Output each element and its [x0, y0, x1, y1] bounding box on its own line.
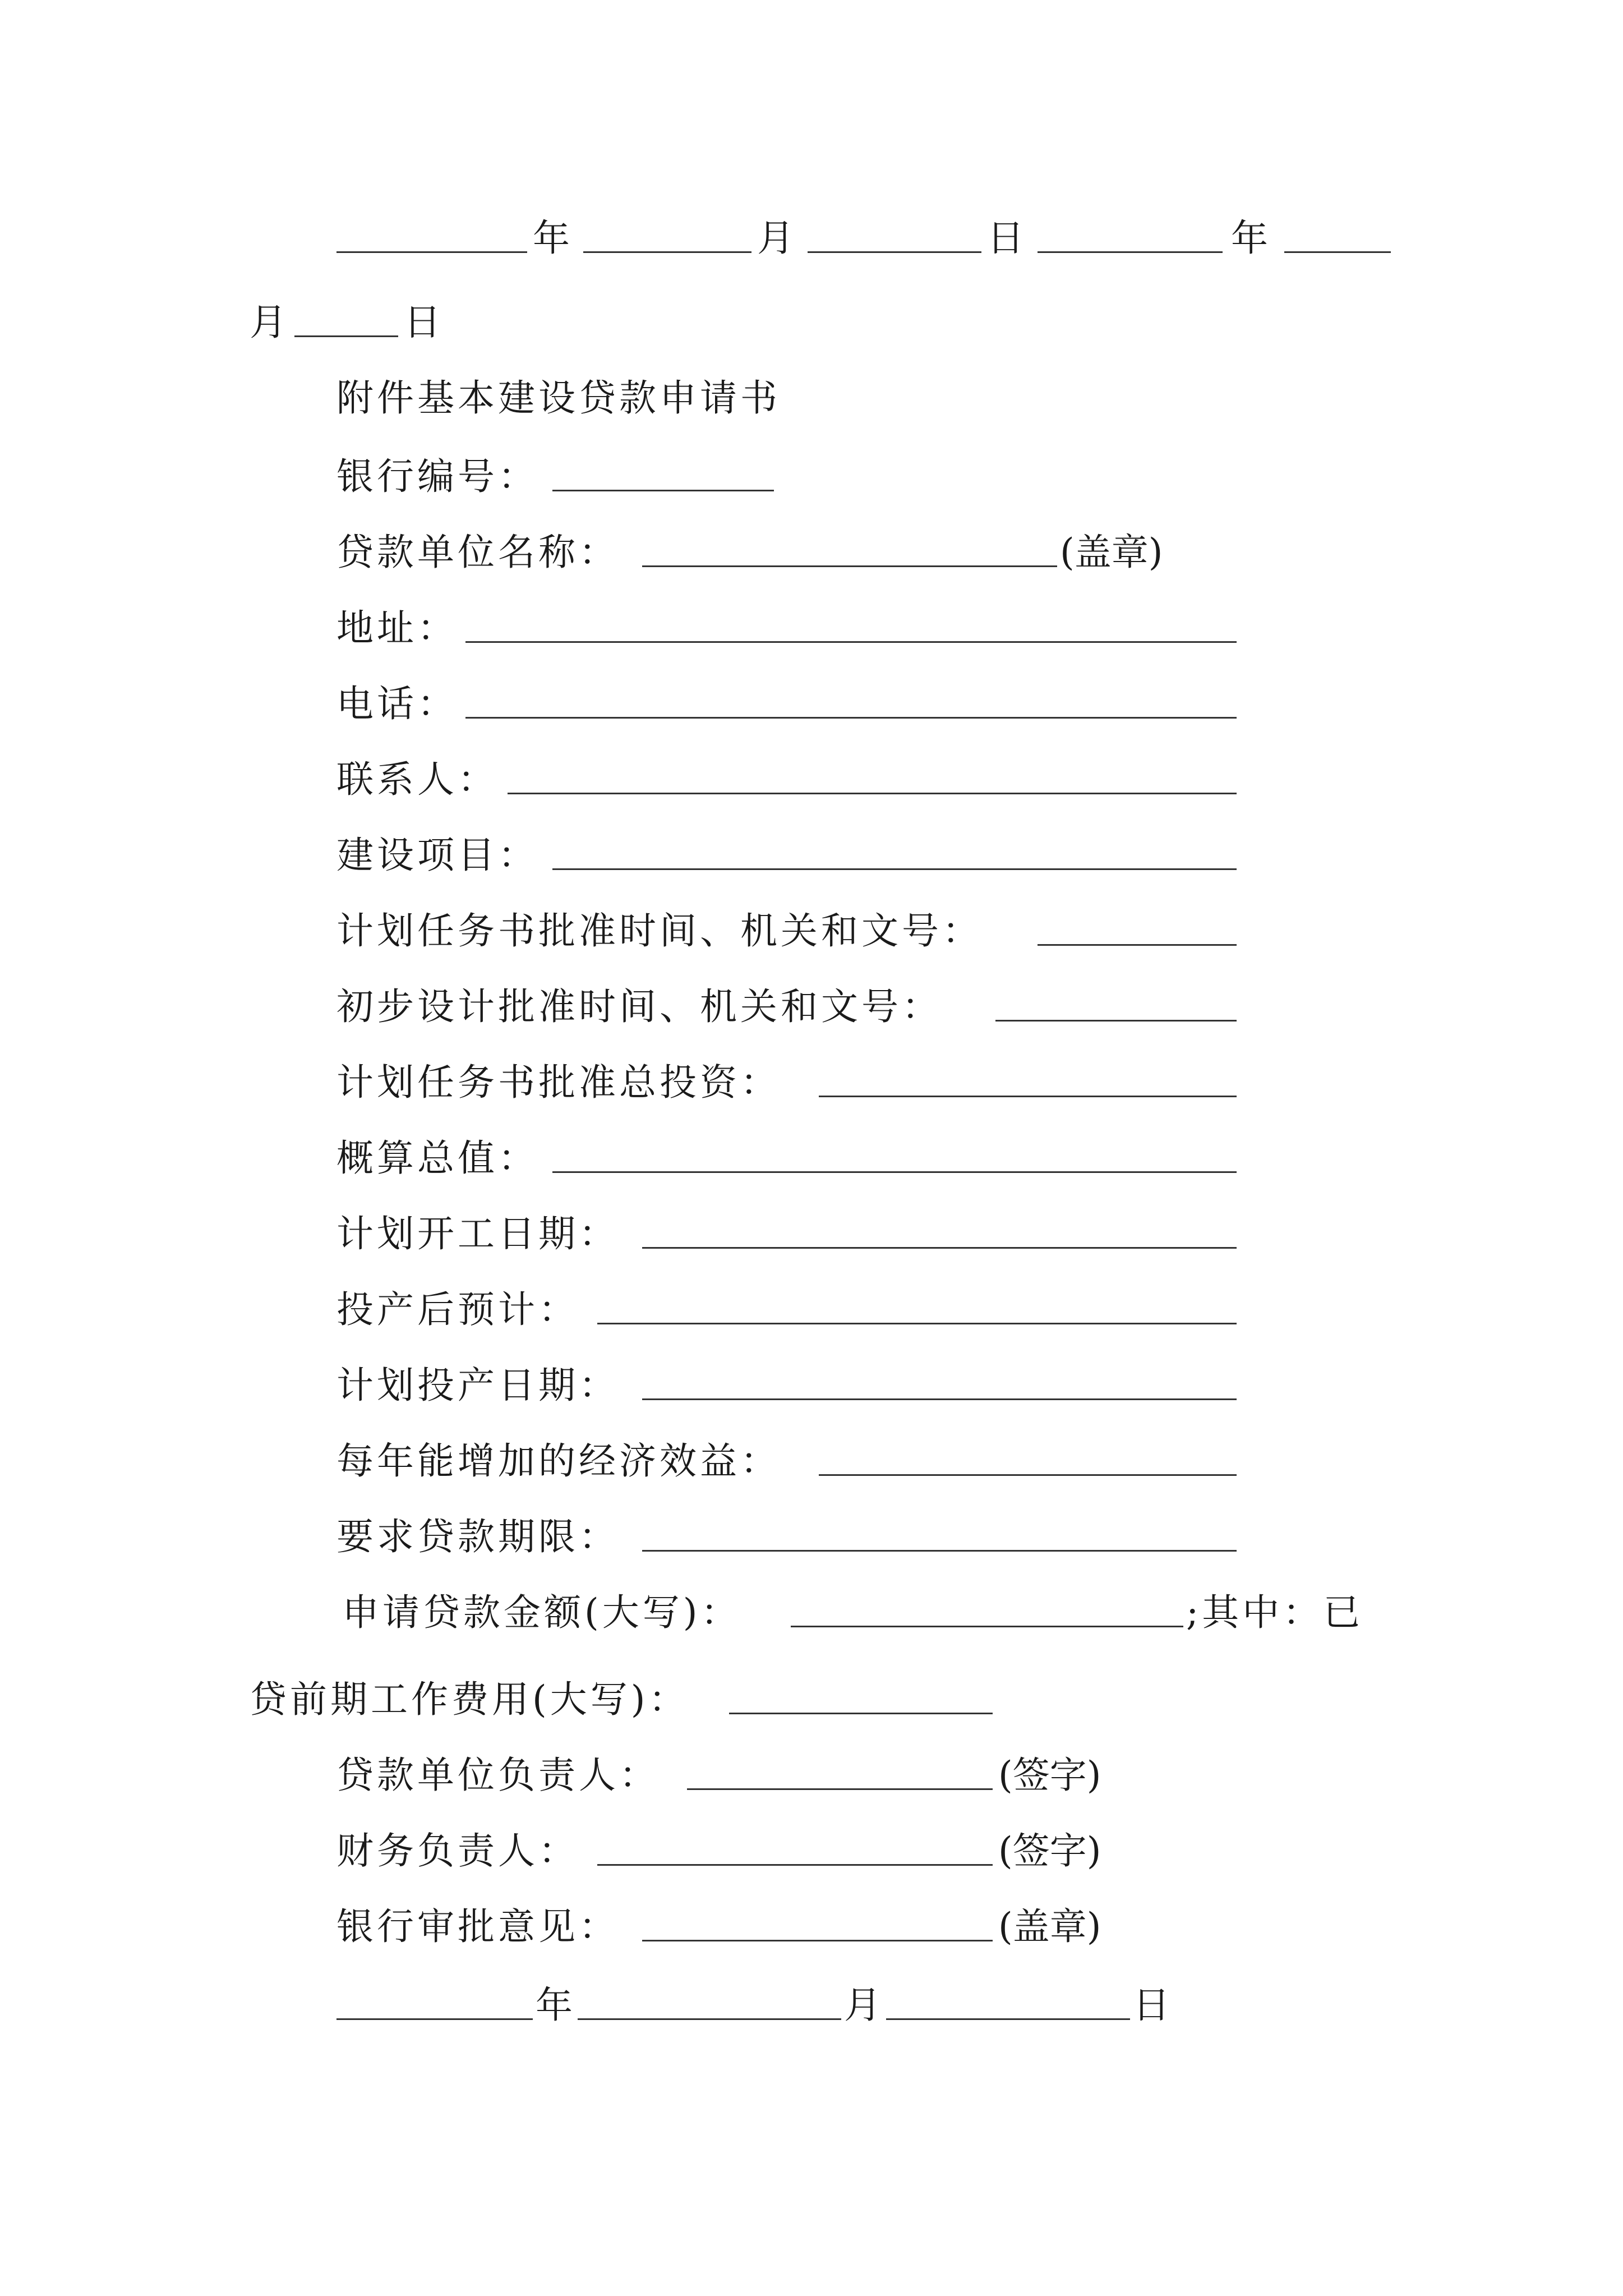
- bottom-month-label: 月: [844, 1984, 881, 2027]
- bottom-year-blank[interactable]: [336, 2018, 533, 2020]
- sign-note-2: (签字): [998, 1829, 1101, 1872]
- address-blank[interactable]: [465, 641, 1237, 643]
- contact-blank[interactable]: [508, 793, 1237, 794]
- plan-approval-row: [0, 900, 1623, 962]
- budget-total-label: 概算总值：: [336, 1137, 538, 1180]
- budget-total-row: [0, 1128, 1623, 1189]
- project-blank[interactable]: [552, 868, 1237, 870]
- loan-amount-tail: ;其中：已: [1186, 1591, 1364, 1634]
- phone-blank[interactable]: [465, 717, 1237, 719]
- year2-label: 年: [1231, 217, 1268, 260]
- year-blank[interactable]: [336, 251, 527, 253]
- seal-note-2: (盖章): [998, 1905, 1101, 1948]
- bank-no-label: 银行编号：: [336, 455, 538, 498]
- day-label: 日: [987, 217, 1024, 260]
- plan-approval-label: 计划任务书批准时间、机关和文号：: [336, 909, 983, 953]
- post-production-blank[interactable]: [597, 1323, 1237, 1324]
- production-date-label: 计划投产日期：: [336, 1364, 619, 1407]
- bottom-day-blank[interactable]: [886, 2018, 1130, 2020]
- annual-benefit-row: [0, 1430, 1623, 1492]
- month-label: 月: [757, 217, 794, 260]
- loan-term-blank[interactable]: [642, 1550, 1237, 1552]
- contact-row: [0, 749, 1623, 811]
- borrower-name-label: 贷款单位名称：: [336, 531, 619, 574]
- form-title-line: [0, 367, 1623, 429]
- day2-blank[interactable]: [294, 335, 398, 337]
- design-approval-label: 初步设计批准时间、机关和文号：: [336, 985, 942, 1028]
- borrower-head-label: 贷款单位负责人：: [336, 1754, 660, 1797]
- project-label: 建设项目：: [336, 834, 538, 877]
- day2-label: 日: [404, 301, 441, 344]
- borrower-name-blank[interactable]: [642, 565, 1057, 567]
- start-date-blank[interactable]: [642, 1247, 1237, 1249]
- bank-opinion-row: [0, 1896, 1623, 1958]
- preloan-costs-label: 贷前期工作费用(大写)：: [250, 1678, 689, 1721]
- date-line-bottom: [0, 1975, 1623, 2036]
- finance-head-blank[interactable]: [597, 1864, 993, 1866]
- month2-blank-part1[interactable]: [1284, 251, 1391, 253]
- project-row: [0, 825, 1623, 886]
- borrower-head-row: [0, 1745, 1623, 1806]
- bottom-month-blank[interactable]: [578, 2018, 841, 2020]
- borrower-head-blank[interactable]: [687, 1788, 993, 1790]
- design-approval-blank[interactable]: [995, 1020, 1237, 1022]
- design-approval-row: [0, 976, 1623, 1038]
- address-label: 地址：: [336, 606, 458, 650]
- loan-amount-row: [0, 1582, 1623, 1644]
- finance-head-row: [0, 1820, 1623, 1882]
- sign-note-1: (签字): [998, 1754, 1101, 1797]
- post-production-label: 投产后预计：: [336, 1288, 579, 1331]
- plan-investment-blank[interactable]: [819, 1096, 1237, 1097]
- loan-amount-blank[interactable]: [791, 1626, 1183, 1627]
- date-line-top: [0, 208, 1623, 269]
- start-date-row: [0, 1203, 1623, 1265]
- year-label: 年: [533, 217, 570, 260]
- loan-term-label: 要求贷款期限：: [336, 1515, 619, 1558]
- preloan-costs-blank[interactable]: [729, 1713, 993, 1714]
- address-row: [0, 597, 1623, 659]
- month2-label: 月: [250, 301, 287, 344]
- start-date-label: 计划开工日期：: [336, 1212, 619, 1255]
- preloan-costs-row: [0, 1669, 1623, 1731]
- date-line-top-continued: [0, 292, 1623, 353]
- post-production-row: [0, 1279, 1623, 1341]
- form-title: 附件基本建设贷款申请书: [336, 376, 781, 420]
- plan-investment-label: 计划任务书批准总投资：: [336, 1061, 781, 1104]
- month-blank[interactable]: [583, 251, 751, 253]
- budget-total-blank[interactable]: [552, 1171, 1237, 1173]
- finance-head-label: 财务负责人：: [336, 1829, 579, 1872]
- annual-benefit-label: 每年能增加的经济效益：: [336, 1439, 781, 1483]
- bank-no-row: [0, 446, 1623, 508]
- loan-term-row: [0, 1506, 1623, 1568]
- phone-row: [0, 673, 1623, 735]
- bank-opinion-blank[interactable]: [642, 1940, 993, 1941]
- plan-approval-blank[interactable]: [1038, 944, 1237, 946]
- production-date-row: [0, 1355, 1623, 1416]
- phone-label: 电话：: [336, 682, 458, 725]
- bottom-year-label: 年: [536, 1984, 573, 2027]
- contact-label: 联系人：: [336, 758, 498, 801]
- year2-blank[interactable]: [1038, 251, 1223, 253]
- bank-opinion-label: 银行审批意见：: [336, 1905, 619, 1948]
- annual-benefit-blank[interactable]: [819, 1474, 1237, 1476]
- bottom-day-label: 日: [1133, 1984, 1170, 2027]
- plan-investment-row: [0, 1052, 1623, 1114]
- bank-no-blank[interactable]: [552, 490, 774, 491]
- day-blank[interactable]: [808, 251, 981, 253]
- seal-note: (盖章): [1060, 531, 1163, 574]
- production-date-blank[interactable]: [642, 1398, 1237, 1400]
- loan-amount-label: 申请贷款金额(大写)：: [342, 1591, 741, 1634]
- borrower-name-row: [0, 522, 1623, 583]
